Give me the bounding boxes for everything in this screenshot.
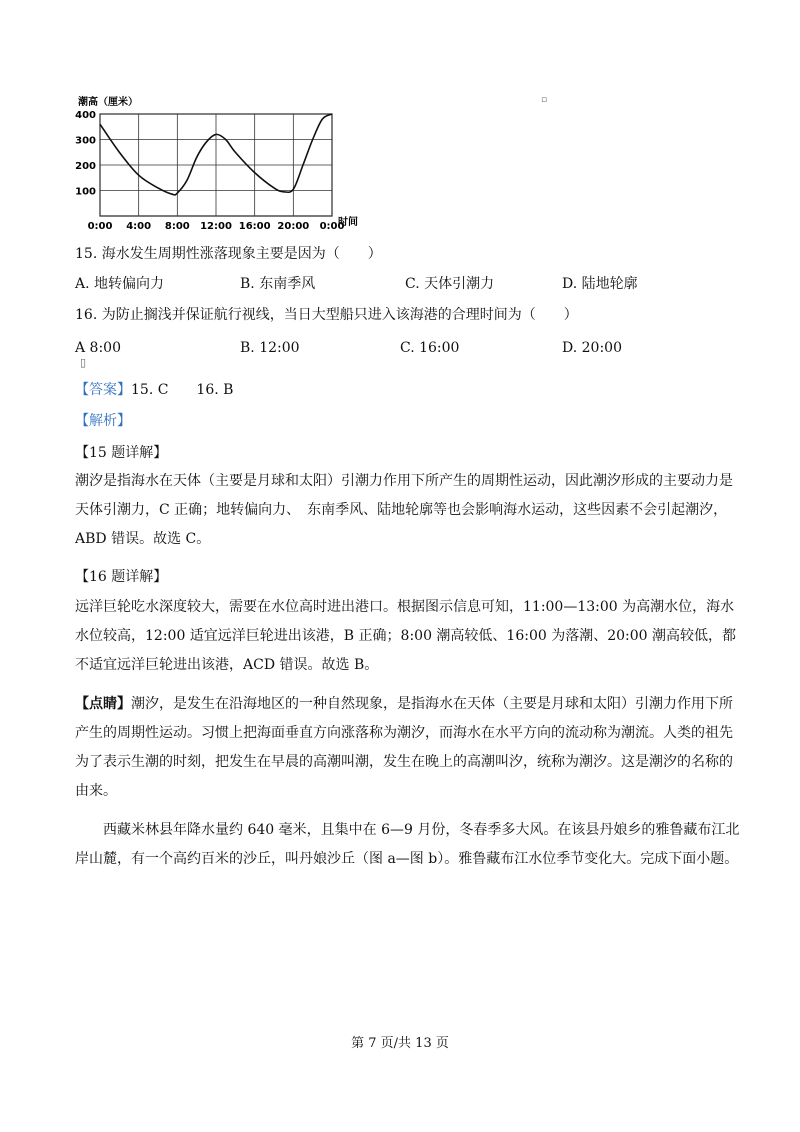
x-tick-label: 16:00: [238, 221, 271, 232]
x-axis-label: 时间: [338, 217, 358, 228]
q16-option-c: C. 16:00: [400, 340, 460, 356]
x-tick-label: 20:00: [277, 221, 310, 232]
detail-15-text: 潮汐是指海水在天体（主要是月球和太阳）引潮力作用下所产生的周期性运动，因此潮汐形成的主要动力是天体引潮力，C 正确；地转偏向力、 东南季风、陆地轮廓等也会影响海水运动，这些因素不会引起潮汐，ABD 错误。故选 C。: [75, 473, 733, 547]
answer-text: 15. C 16. B: [131, 382, 234, 398]
x-tick-label: 0:00: [87, 221, 113, 232]
q16-option-d: D. 20:00: [562, 340, 622, 356]
y-tick-label: 400: [75, 110, 96, 121]
detail-16-tag: 【16 题详解】: [75, 569, 168, 585]
detail-16-text: 远洋巨轮吃水深度较大，需要在水位高时进出港口。根据图示信息可知，11:00—13:00 为高潮水位，海水水位较高，12:00 适宜远洋巨轮进出该港，B 正确；8:00 潮高较低、16:00 为落潮、20:00 潮高较低，都不适宜远洋巨轮进出该港，ACD 错误。故选 B。: [75, 599, 737, 673]
tip-text: 潮汐，是发生在沿海地区的一种自然现象，是指海水在天体（主要是月球和太阳）引潮力作用下所产生的周期性运动。习惯上把海面垂直方向涨落称为潮汐，而海水在水平方向的流动称为潮流。人类的祖先为了表示生潮的时刻，把发生在早晨的高潮叫潮，发生在晚上的高潮叫汐，统称为潮汐。这是潮汐的名称的由来。: [75, 696, 733, 799]
y-tick-label: 200: [75, 161, 96, 172]
question-15-stem: 15. 海水发生周期性涨落现象主要是因为（ ）: [75, 246, 382, 262]
tide-chart: [70, 88, 360, 233]
answer-tag: 【答案】: [75, 382, 131, 398]
question-16-stem: 16. 为防止搁浅并保证航行视线，当日大型船只进入该海港的合理时间为（ ）: [75, 307, 578, 323]
page-footer: 第 7 页/共 13 页: [351, 1036, 449, 1051]
tide-chart-svg: [70, 88, 360, 233]
y-tick-label: 300: [75, 135, 96, 147]
x-tick-label: 4:00: [126, 221, 152, 232]
q16-option-b: B. 12:00: [240, 340, 300, 356]
x-tick-label: 8:00: [164, 221, 190, 232]
tip-paragraph: [75, 690, 745, 806]
q15-option-d: D. 陆地轮廓: [562, 276, 638, 292]
intro-paragraph: 西藏米林县年降水量约 640 毫米，且集中在 6—9 月份，冬春季多大风。在该县丹娘乡的雅鲁藏布江北岸山麓，有一个高约百米的沙丘，叫丹娘沙丘（图 a—图 b）。雅鲁藏布江水位季节变化大。完成下面小题。: [75, 822, 740, 867]
q15-option-a: A. 地转偏向力: [75, 276, 165, 292]
y-tick-label: 100: [75, 186, 96, 198]
detail-15-tag: 【15 题详解】: [75, 445, 168, 461]
x-tick-label: 0:00: [319, 221, 345, 232]
q16-option-a: A 8:00: [75, 340, 121, 356]
q15-option-b: B. 东南季风: [240, 276, 316, 292]
q15-option-c: C. 天体引潮力: [405, 276, 495, 292]
small-box-marker: ▯: [80, 356, 87, 369]
x-tick-label: 12:00: [200, 221, 232, 232]
tip-tag: 【点睛】: [75, 696, 131, 712]
y-axis-label: 潮高（厘米）: [78, 97, 138, 108]
analysis-tag: 【解析】: [75, 413, 131, 429]
answer-line: [75, 380, 233, 400]
corner-marker: ▫: [541, 95, 548, 105]
